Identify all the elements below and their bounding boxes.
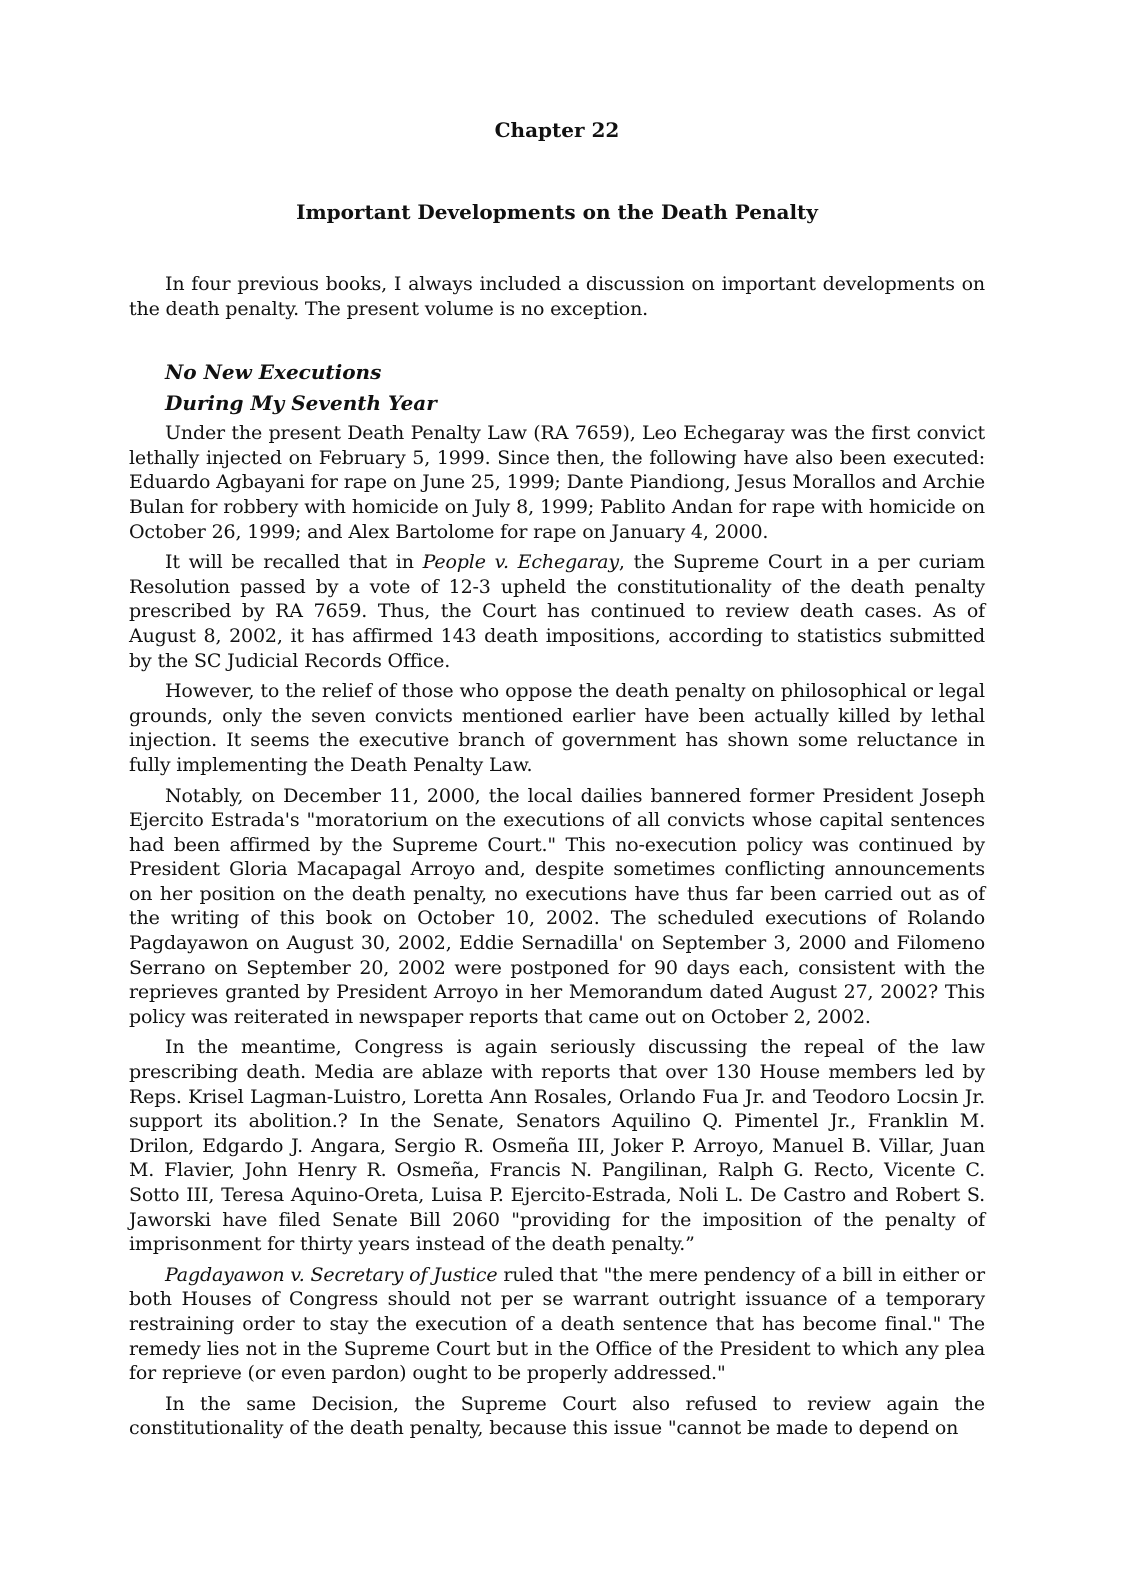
paragraph-congress: In the meantime, Congress is again seriously discussing the repeal of the law prescribing death. Media are ablaze with reports that over 130 House members led by Reps. Krisel Lagman-Luistro, Loretta Ann Rosales, Orlando Fua Jr. and Teodoro Locsin Jr. support its abolition.? In the Senate, Senators Aquilino Q. Pimentel Jr., Franklin M. Drilon, Edgardo J. Angara, Sergio R. Osmeña III, Joker P. Arroyo, Manuel B. Villar, Juan M. Flavier, John Henry R. Osmeña, Francis N. Pangilinan, Ralph G. Recto, Vicente C. Sotto III, Teresa Aquino-Oreta, Luisa P. Ejercito-Estrada, Noli L. De Castro and Robert S. Jaworski have filed Senate Bill 2060 "providing for the imposition of the penalty of imprisonment for thirty years instead of the death penalty.” — [129, 1036, 985, 1256]
paragraph-moratorium: Notably, on December 11, 2000, the local dailies bannered former President Joseph Ejercito Estrada's "moratorium on the executions of all convicts whose capital sentences had been affirmed by the Supreme Court." This no-execution policy was continued by President Gloria Macapagal Arroyo and, despite sometimes conflicting announcements on her position on the death penalty, no executions have thus far been carried out as of the writing of this book on October 10, 2002. The scheduled executions of Rolando Pagdayawon on August 30, 2002, Eddie Sernadilla' on September 3, 2000 and Filomeno Serrano on September 20, 2002 were postponed for 90 days each, consistent with the reprieves granted by President Arroyo in her Memorandum dated August 27, 2002? This policy was reiterated in newspaper reports that came out on October 2, 2002. — [129, 784, 985, 1028]
case-citation: Pagdayawon v. Secretary of Justice — [165, 1263, 498, 1286]
chapter-body — [129, 272, 985, 1447]
paragraph-text: , the Supreme Court in a per curiam Resolution passed by a vote of 12-3 upheld the constitutionality of the death penalty prescribed by RA 7659. Thus, the Court has continued to review death cases. As of August 8, 2002, it has affirmed 143 death impositions, according to statistics submitted by the SC Judicial Records Office. — [129, 551, 985, 672]
section-heading-line-1: No New Executions — [165, 360, 382, 385]
section-heading-line-2: During My Seventh Year — [165, 391, 437, 416]
case-citation: People v. Echegaray — [422, 551, 619, 574]
paragraph-same-decision: In the same Decision, the Supreme Court also refused to review again the constitutionality of the death penalty, because this issue "cannot be made to depend on — [129, 1392, 985, 1440]
chapter-number: Chapter 22 — [494, 118, 620, 142]
intro-paragraph: In four previous books, I always included a discussion on important developments on the death penalty. The present volume is no exception. — [129, 273, 985, 320]
paragraph-text: ruled that "the mere pendency of a bill in either or both Houses of Congress should not per se warrant outright issuance of a temporary restraining order to stay the execution of a death sentence that has become final." The remedy lies not in the Supreme Court but in the Office of the President to which any plea for reprieve (or even pardon) ought to be properly addressed." — [129, 1263, 985, 1385]
paragraph-text: It will be recalled that in — [165, 551, 423, 574]
paragraph-pagdayawon — [129, 1263, 985, 1386]
paragraph-executions: Under the present Death Penalty Law (RA 7659), Leo Echegaray was the first convict lethally injected on February 5, 1999. Since then, the following have also been executed: Eduardo Agbayani for rape on June 25, 1999; Dante Piandiong, Jesus Morallos and Archie Bulan for robbery with homicide on July 8, 1999; Pablito Andan for rape with homicide on October 26, 1999; and Alex Bartolome for rape on January 4, 2000. — [129, 422, 985, 543]
chapter-title: Important Developments on the Death Penalty — [296, 200, 818, 224]
paragraph-reluctance: However, to the relief of those who oppose the death penalty on philosophical or legal grounds, only the seven convicts mentioned earlier have been actually killed by lethal injection. It seems the executive branch of government has shown some reluctance in fully implementing the Death Penalty Law. — [129, 680, 985, 776]
paragraph-echegaray — [129, 550, 985, 673]
